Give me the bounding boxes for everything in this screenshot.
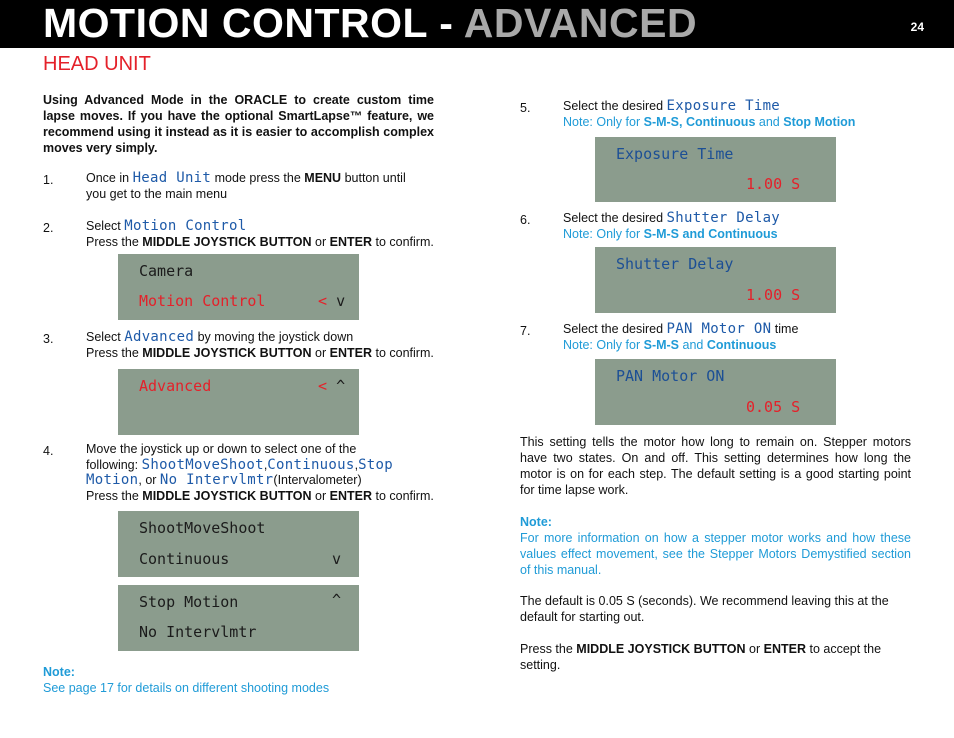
step-4-cont: Motion, or No Intervlmtr(Intervalometer) Press the MIDDLE JOYSTICK BUTTON or ENTER to confirm. [86, 472, 434, 503]
left-note-label: Note: [43, 665, 75, 679]
step-number: 1. [43, 173, 54, 187]
body-paragraph-3: Press the MIDDLE JOYSTICK BUTTON or ENTER to accept the setting. [520, 642, 882, 672]
lcd-arrows: < ^ [318, 377, 346, 395]
lcd-arrows: < v [318, 292, 346, 310]
lcd-term: Motion Control [124, 218, 247, 234]
lcd-screen-main-menu: Camera Motion Control < v [118, 254, 359, 320]
step-number: 2. [43, 221, 54, 235]
left-note-text: See page 17 for details on different shooting modes [43, 681, 330, 695]
lcd-screen-modes-1: ShootMoveShoot Continuous v [118, 511, 359, 577]
step-5: Select the desired Exposure Time Note: Only for S-M-S, Continuous and Stop Motion [563, 98, 856, 129]
step-number: 3. [43, 332, 54, 346]
lcd-arrow: ^ [332, 591, 342, 609]
lcd-screen-exposure-time: Exposure Time 1.00 S [595, 137, 836, 202]
step-number: 6. [520, 213, 531, 227]
page-title [43, 0, 697, 48]
page-number: 24 [910, 20, 924, 34]
step-2: Select Motion Control Press the MIDDLE JOYSTICK BUTTON or ENTER to confirm. [86, 218, 434, 249]
step-4: Move the joystick up or down to select one of the following: ShootMoveShoot,Continuous,Stop [86, 442, 393, 473]
body-paragraph-2: The default is 0.05 S (seconds). We recommend leaving this at the default for starting out. [520, 594, 889, 624]
right-note-text: For more information on how a stepper motor works and how these values effect movement, see the Stepper Motors Demystified section of this manual. [520, 531, 911, 577]
step-1: Once in Head Unit mode press the MENU button until you get to the main menu [86, 170, 406, 201]
title-accent: ADVANCED [463, 0, 698, 46]
step-number: 4. [43, 444, 54, 458]
section-title: HEAD UNIT [43, 53, 151, 75]
menu-button-ref: MENU [304, 171, 342, 185]
lcd-screen-modes-2: Stop Motion No Intervlmtr ^ [118, 585, 359, 651]
lcd-screen-advanced: Advanced < ^ [118, 369, 359, 435]
lcd-term: Head Unit [132, 170, 212, 186]
step-7: Select the desired PAN Motor ON time Note: Only for S-M-S and Continuous [563, 321, 799, 352]
lcd-term: Advanced [124, 329, 195, 345]
page-header [0, 0, 954, 48]
step-number: 5. [520, 101, 531, 115]
title-main: MOTION CONTROL - [43, 0, 464, 46]
lcd-screen-pan-motor-on: PAN Motor ON 0.05 S [595, 359, 836, 425]
lcd-screen-shutter-delay: Shutter Delay 1.00 S [595, 247, 836, 313]
step-3: Select Advanced by moving the joystick down Press the MIDDLE JOYSTICK BUTTON or ENTER to confirm. [86, 329, 434, 360]
intro-paragraph: Using Advanced Mode in the ORACLE to create custom time lapse moves. If you have the optional SmartLapse™ feature, we recommend using it instead as it is easier to accomplish complex moves very simply. [43, 93, 434, 155]
step-number: 7. [520, 324, 531, 338]
body-paragraph-1: This setting tells the motor how long to remain on. Stepper motors have two states. On and off. This setting determines how long the motor is on for each step. The default setting is a good starting point for time lapse work. [520, 435, 911, 497]
step-6: Select the desired Shutter Delay Note: Only for S-M-S and Continuous [563, 210, 781, 241]
lcd-arrow: v [332, 550, 342, 568]
right-note-label: Note: [520, 515, 552, 529]
